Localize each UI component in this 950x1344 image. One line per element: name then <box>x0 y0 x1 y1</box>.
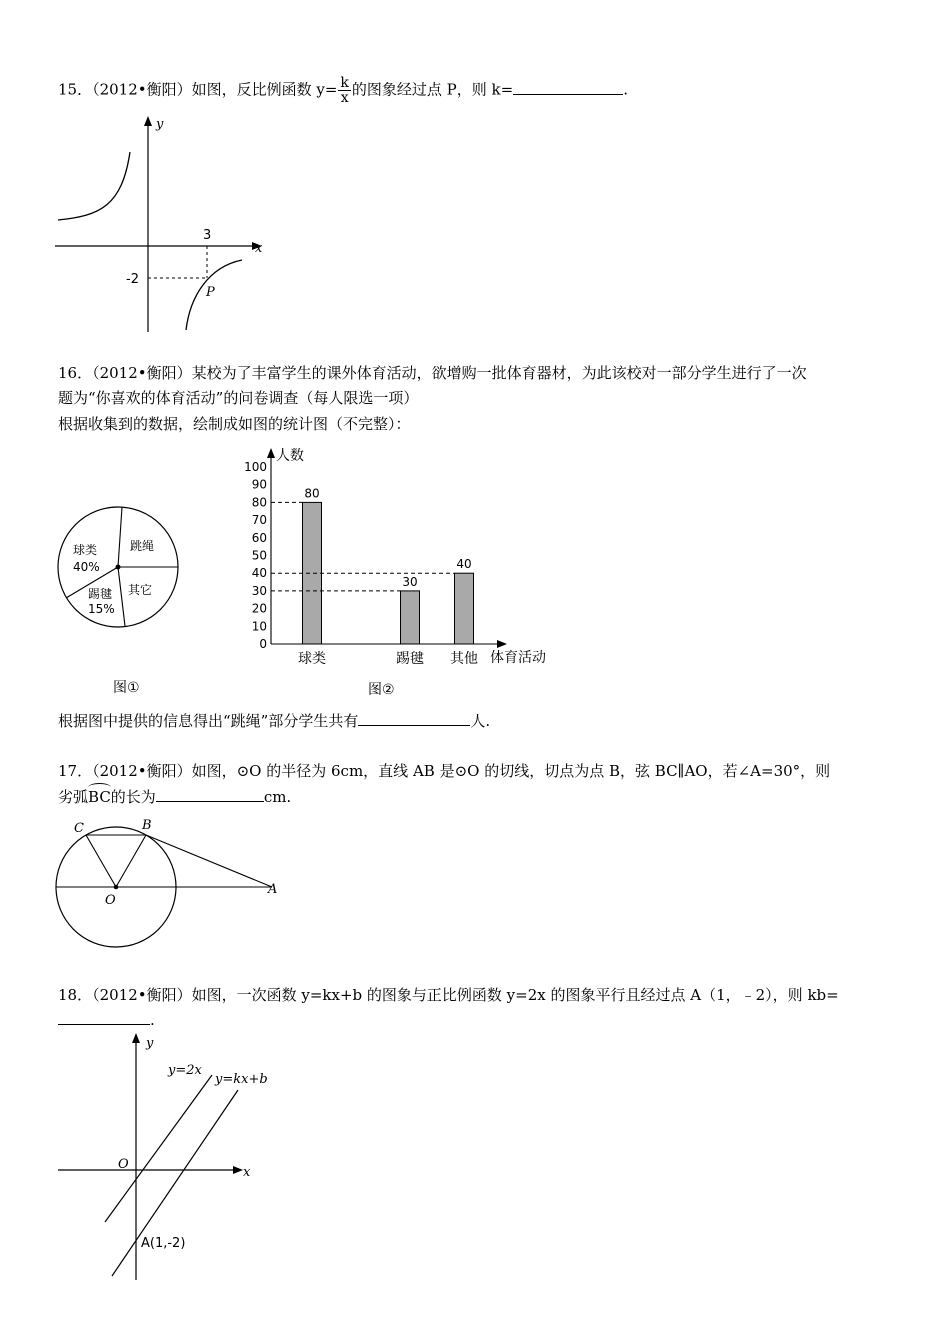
q18-line-2x <box>105 1075 212 1222</box>
q17-answer-blank[interactable] <box>156 787 264 802</box>
bar-y-tick-label: 100 <box>244 460 267 474</box>
bar-y-tick-label: 30 <box>251 583 267 598</box>
q15-tick-m2: -2 <box>126 272 139 287</box>
bar-category-label: 其他 <box>450 651 478 667</box>
bar-y-tick-label: 10 <box>251 619 267 634</box>
q18-figure <box>50 1030 290 1285</box>
q17-mid: 的长为 <box>110 788 156 806</box>
q16-pie-chart <box>50 500 190 700</box>
q15-x-label: x <box>255 241 263 256</box>
bar-y-tick-label: 0 <box>259 637 267 651</box>
pie-label-rope: 跳绳 <box>130 539 155 553</box>
bar-y-tick-label: 70 <box>251 513 267 528</box>
q18-label-a: A(1,-2) <box>141 1236 186 1251</box>
q18-line1: 18．（2012•衡阳）如图，一次函数 y=kx+b 的图象与正比例函数 y=2x 的图象平行且经过点 A（1，﹣2），则 kb= <box>58 986 839 1004</box>
q15-fraction <box>338 76 350 105</box>
q15-y-label: y <box>156 117 164 132</box>
q15-prefix: 15．（2012•衡阳）如图，反比例函数 y= <box>58 80 338 99</box>
bar-y-tick-label: 20 <box>251 601 267 616</box>
q15-suffix: 的图象经过点 P，则 k= <box>351 80 514 99</box>
bar-caption: 图② <box>368 682 395 698</box>
q17-label-b: B <box>142 818 152 833</box>
q17-line-oc <box>86 835 116 887</box>
q18-y-label: y <box>146 1036 154 1051</box>
bar-y-tick-label: 80 <box>251 495 267 510</box>
q15-point-p: P <box>206 285 215 300</box>
pie-label-shuttle: 踢毽 <box>88 587 113 601</box>
q15-end: . <box>623 80 628 99</box>
q15-answer-blank[interactable] <box>513 80 623 95</box>
pie-label-ball-pct: 40% <box>73 560 100 574</box>
q16-answer-blank[interactable] <box>358 711 470 726</box>
q17-label-a: A <box>268 882 278 897</box>
pie-label-other: 其它 <box>128 583 153 597</box>
q15-curve-left <box>58 152 130 220</box>
q18-x-arrow <box>233 1166 243 1174</box>
q18-origin-label: O <box>118 1157 129 1172</box>
q16-answer <box>58 711 490 731</box>
q15-text <box>58 76 628 105</box>
bar-x-title: 体育活动 <box>490 650 546 666</box>
q17-arc-label: BC <box>88 788 111 806</box>
q17-line2 <box>58 787 291 807</box>
bar-x-arrow <box>497 640 507 648</box>
q16-bar-chart <box>230 445 570 700</box>
q18-y-arrow <box>132 1033 140 1043</box>
bar-0 <box>303 502 322 644</box>
q18-end: . <box>150 1011 155 1029</box>
q17-line1: 17．（2012•衡阳）如图，⊙O 的半径为 6cm，直线 AB 是⊙O 的切线，切点为点 B，弦 BC∥AO，若∠A=30°，则 <box>58 762 831 780</box>
q16-line3: 根据收集到的数据，绘制成如图的统计图（不完整）： <box>58 415 411 433</box>
bar-value-label: 30 <box>402 574 418 589</box>
bar-value-label: 40 <box>456 557 472 572</box>
pie-label-ball: 球类 <box>73 543 98 557</box>
q16-answer-prefix: 根据图中提供的信息得出“跳绳”部分学生共有 <box>58 712 359 730</box>
q15-tick-3: 3 <box>203 228 212 243</box>
bar-y-arrow <box>267 448 275 458</box>
q15-frac-den: x <box>340 90 349 106</box>
bar-2 <box>455 573 474 644</box>
q18-x-label: x <box>243 1165 251 1180</box>
q16-answer-suffix: 人. <box>470 712 491 730</box>
q17-center-point <box>114 885 119 890</box>
pie-label-shuttle-pct: 15% <box>88 602 115 616</box>
bar-value-label: 80 <box>304 486 320 501</box>
q16-line2: 题为“你喜欢的体育活动”的问卷调查（每人限选一项） <box>58 389 419 407</box>
q18-label-kxb: y=kx+b <box>215 1072 268 1087</box>
q18-line2 <box>58 1010 155 1030</box>
q15-figure <box>50 112 280 337</box>
q17-suffix: cm. <box>263 788 292 806</box>
pie-center <box>116 565 121 570</box>
q17-label-c: C <box>74 821 84 836</box>
bar-category-label: 踢毽 <box>396 651 424 667</box>
q15-frac-num: k <box>340 75 349 91</box>
bar-category-label: 球类 <box>298 651 326 667</box>
q18-answer-blank[interactable] <box>58 1010 150 1025</box>
bar-y-tick-label: 40 <box>251 566 267 581</box>
q18-label-2x: y=2x <box>168 1063 202 1078</box>
q17-line-ob <box>116 835 146 887</box>
bar-y-tick-label: 50 <box>251 548 267 563</box>
q15-y-arrow <box>144 116 152 126</box>
bar-y-title: 人数 <box>276 448 304 464</box>
q16-line1: 16．（2012•衡阳）某校为了丰富学生的课外体育活动，欲增购一批体育器材，为此该校对一部分学生进行了一次 <box>58 364 807 382</box>
bar-1 <box>401 591 420 644</box>
q17-label-o: O <box>105 893 116 908</box>
q17-tangent-ab <box>146 835 272 887</box>
q17-figure <box>50 815 290 955</box>
pie-caption: 图① <box>113 680 140 696</box>
bar-y-tick-label: 60 <box>251 530 267 545</box>
bar-y-tick-label: 90 <box>251 477 267 492</box>
q17-prefix: 劣弧 <box>58 788 89 806</box>
